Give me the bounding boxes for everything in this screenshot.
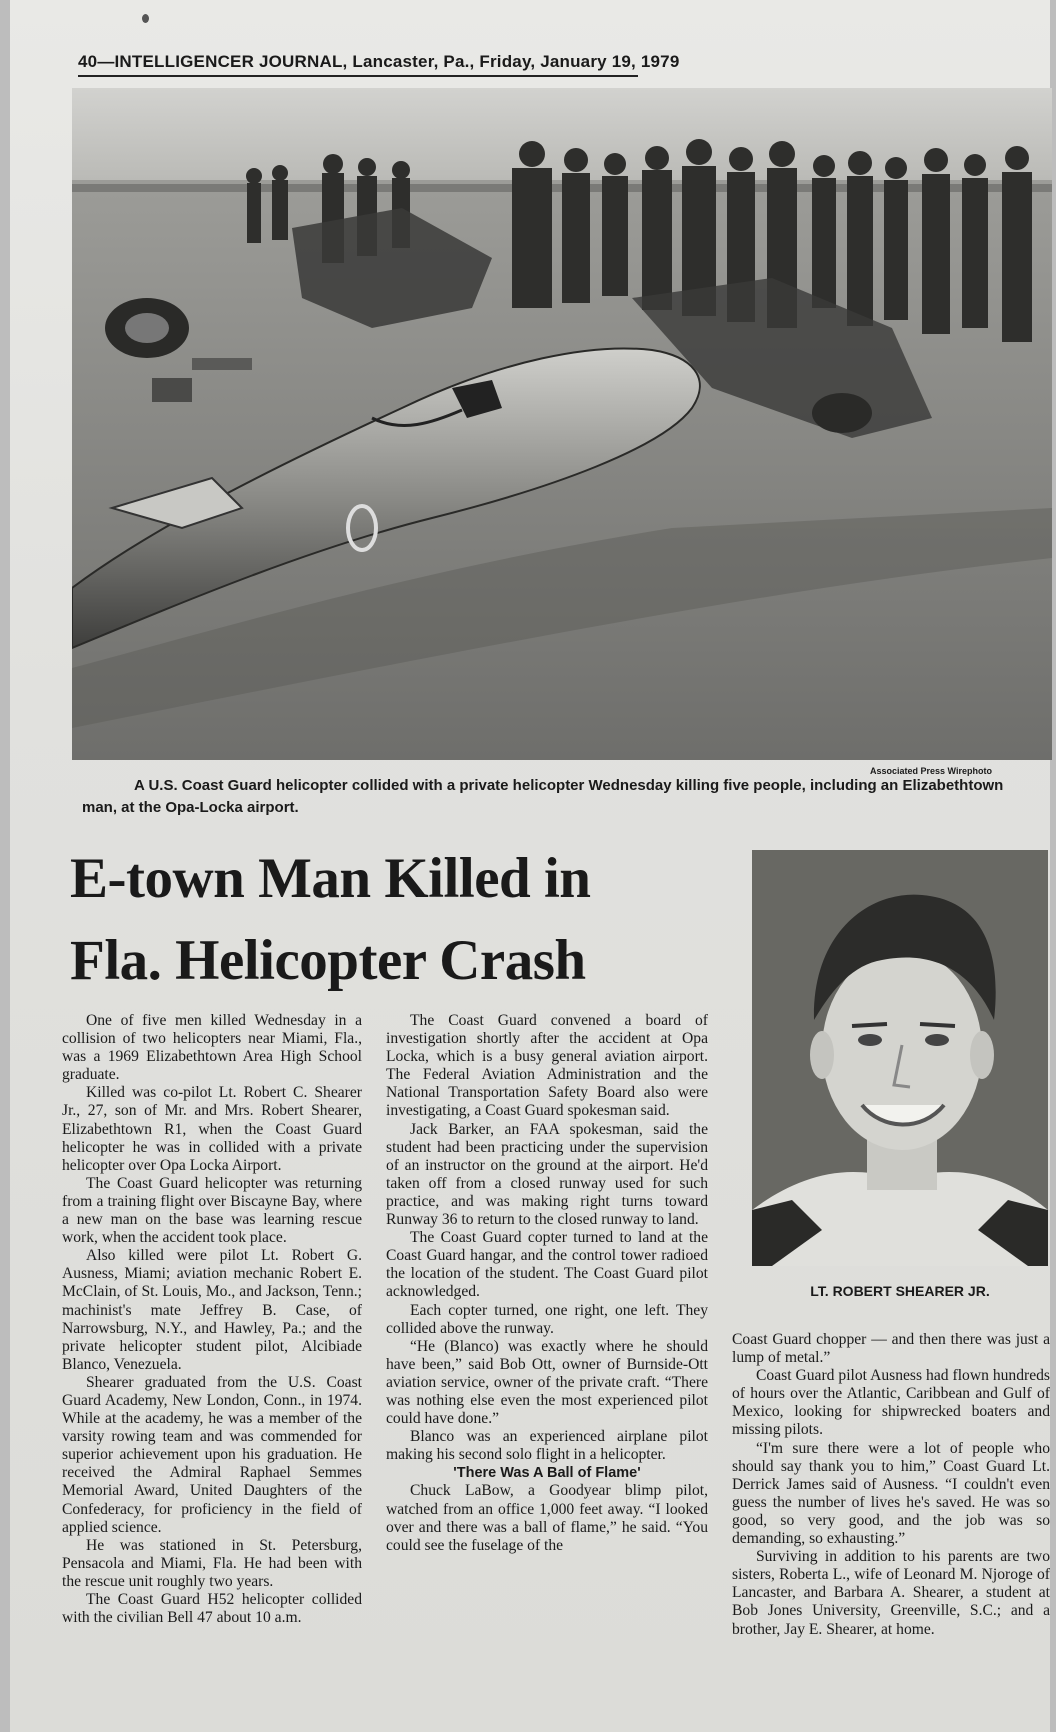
paragraph: He was stationed in St. Petersburg, Pensacola and Miami, Fla. He had been with the rescue unit roughly two years. [62,1536,362,1590]
article-column-3 [732,1331,1050,1639]
paragraph: Coast Guard chopper — and then there was just a lump of metal.” [732,1331,1050,1367]
paragraph: The Coast Guard convened a board of investigation shortly after the accident at Opa Locka, which is a busy general aviation airport. The Federal Aviation Administration and the National Transportation Safety Board also were investigating, a Coast Guard spokesman said. [386,1012,708,1120]
photo-caption: A U.S. Coast Guard helicopter collided with a private helicopter Wednesday killing five people, including an Elizabethtown man, at the Opa-Locka airport. [82,777,1004,816]
paragraph: One of five men killed Wednesday in a collision of two helicopters near Miami, Fla., was a 1969 Elizabethtown Area High School graduate. [62,1012,362,1084]
portrait-image [752,850,1048,1266]
photo-credit: Associated Press Wirephoto [870,766,992,776]
paragraph: Coast Guard pilot Ausness had flown hundreds of hours over the Atlantic, Caribbean and Gulf of Mexico, looking for shipwrecked boaters and missing pilots. [732,1367,1050,1439]
crash-photo [72,88,1052,760]
headline-line-2: Fla. Helicopter Crash [70,929,586,992]
helicopter-wreckage-image [72,88,1052,760]
article-column-2 [386,1012,708,1555]
portrait-photo [752,850,1048,1266]
paragraph: Jack Barker, an FAA spokesman, said the student had been practicing under the supervision of an instructor on the ground at the airport. He'd taken off from a closed runway used for such practice, and was making right turns toward Runway 36 to return to the closed runway to land. [386,1120,708,1229]
subhead: 'There Was A Ball of Flame' [453,1465,641,1482]
paragraph: Chuck LaBow, a Goodyear blimp pilot, watched from an office 1,000 feet away. “I looked over and there was a ball of flame,” he said. “You could see the fuselage of the [386,1482,708,1554]
masthead [78,52,680,77]
newspaper-page [10,0,1050,1732]
headline [70,838,730,1002]
paragraph: Also killed were pilot Lt. Robert G. Ausness, Miami; aviation mechanic Robert E. McClain, of St. Louis, Mo., and Jackson, Tenn.; machinist's mate Jeffrey B. Case, of Narrowsburg, N.Y., and Hawley, Pa.; and the private helicopter student pilot, Alcibiade Blanco, Venezuela. [62,1247,362,1373]
paragraph: Surviving in addition to his parents are two sisters, Roberta L., wife of Leonard M. Njoroge of Lancaster, and Barbara A. Shearer, a student at Bob Jones University, Greenville, S.C.; and a brother, Jay E. Shearer, at home. [732,1548,1050,1638]
paragraph: Each copter turned, one right, one left. They collided above the runway. [386,1301,708,1337]
headline-line-1: E-town Man Killed in [70,847,591,910]
paragraph: The Coast Guard helicopter was returning from a training flight over Biscayne Bay, where a new man on the base was learning rescue work, when the accident took place. [62,1174,362,1247]
paragraph: Blanco was an experienced airplane pilot making his second solo flight in a helicopter. [386,1428,708,1464]
paragraph: The Coast Guard H52 helicopter collided with the civilian Bell 47 about 10 a.m. [62,1591,362,1627]
ink-spot [142,14,149,23]
article-column-1 [62,1012,362,1627]
paragraph: “I'm sure there were a lot of people who should say thank you to him,” Coast Guard Lt. Derrick James said of Ausness. “I couldn't even guess the number of lives he's saved. He was so good, so very good, and the job was so demanding, so exhausting.” [732,1439,1050,1548]
paragraph: Killed was co-pilot Lt. Robert C. Shearer Jr., 27, son of Mr. and Mrs. Robert Shearer, Elizabethtown R1, when the Coast Guard helicopter he was in collided with a private helicopter over Opa Locka Airport. [62,1084,362,1174]
paragraph: “He (Blanco) was exactly where he should have been,” said Bob Ott, owner of Burnside-Ott aviation service, owner of the private craft. “There was nothing else even the most experienced pilot could have done.” [386,1337,708,1428]
masthead-text: —INTELLIGENCER JOURNAL, Lancaster, Pa., Friday, January 19, 1979 [97,52,680,71]
portrait-caption: LT. ROBERT SHEARER JR. [810,1283,990,1299]
paragraph: Shearer graduated from the U.S. Coast Guard Academy, New London, Conn., in 1974. While at the academy, he was a member of the varsity rowing team and was commended for superior achievement upon his graduation. He received the Admiral Raphael Semmes Memorial Award, United Daughters of the Confederacy, for proficiency in the field of applied science. [62,1373,362,1536]
page-number: 40 [78,52,98,71]
paragraph: The Coast Guard copter turned to land at the Coast Guard hangar, and the control tower radioed the location of the student. The Coast Guard pilot acknowledged. [386,1229,708,1301]
